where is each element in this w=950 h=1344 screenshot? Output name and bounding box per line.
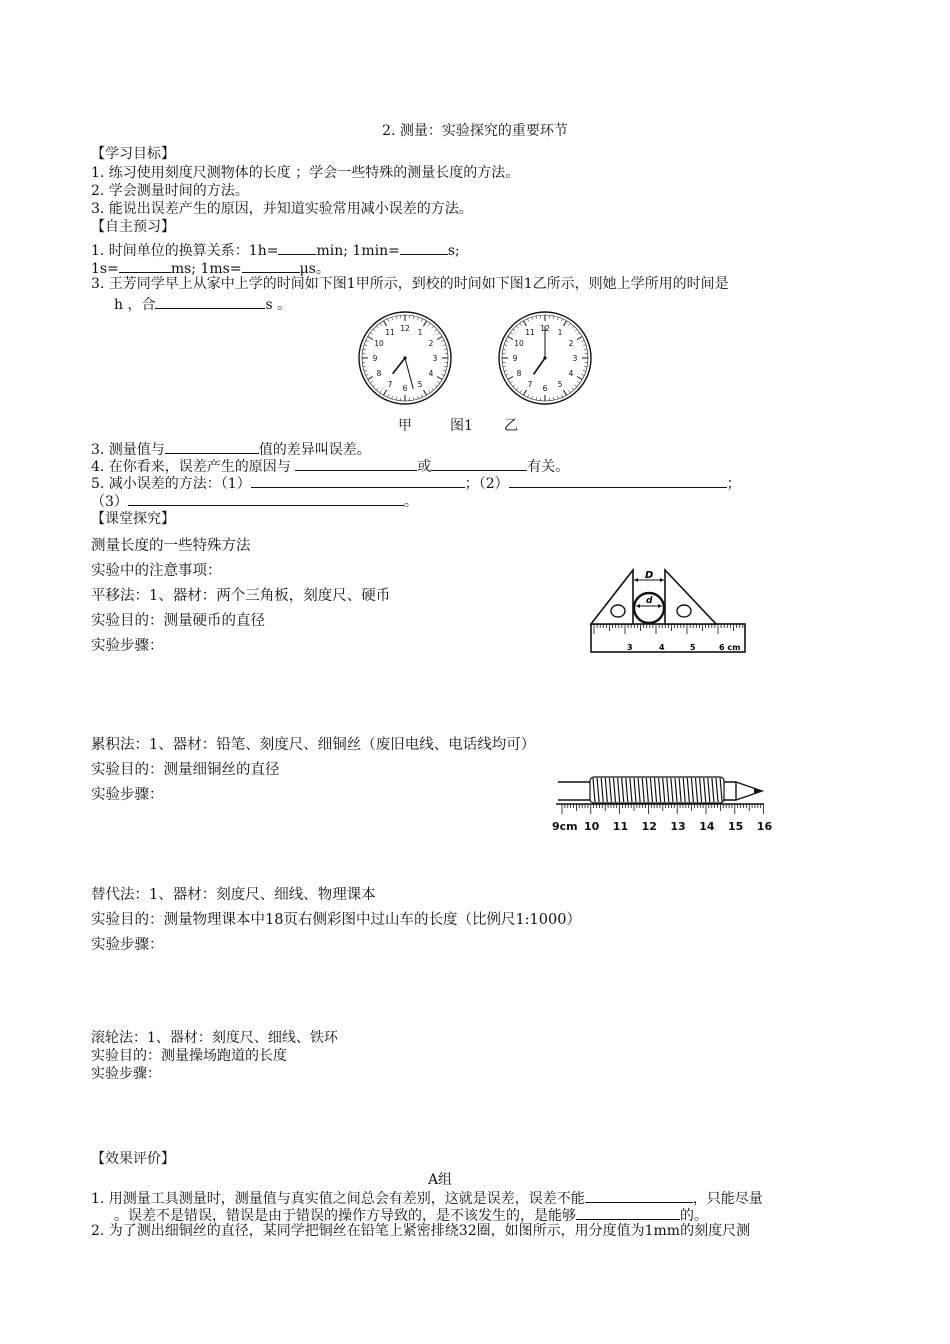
clock-jia-number: 9: [372, 354, 378, 363]
eval-q1-blank-2[interactable]: [576, 1206, 680, 1220]
clock-yi-number: 6: [542, 384, 548, 393]
clock-jia-number: 10: [374, 339, 384, 348]
q1-blank-3[interactable]: [119, 259, 171, 273]
q5-blank-3[interactable]: [128, 492, 404, 506]
accum-goal: 实验目的：测量细铜丝的直径: [91, 762, 280, 778]
q1-blank-1[interactable]: [278, 241, 316, 255]
wire-tick-label: 11: [612, 820, 629, 833]
wire-tick-label: 9cm: [552, 820, 578, 833]
clock-yi-number: 8: [516, 369, 522, 378]
q4-text-a: 4. 在你看来，误差产生的原因与: [91, 459, 296, 475]
coin-tick-3: 3: [627, 643, 633, 652]
goal-2: 2. 学会测量时间的方法。: [91, 183, 249, 199]
accum-steps: 实验步骤：: [91, 787, 164, 803]
roll-steps: 实验步骤：: [91, 1066, 161, 1082]
preview-q3-line2: [114, 295, 291, 314]
q5-text-c: ；: [726, 476, 741, 492]
q3b-blank[interactable]: [165, 440, 259, 454]
clock-yi-number: 9: [512, 354, 518, 363]
page-title: 2. 测量：实验探究的重要环节: [382, 123, 568, 139]
clock-jia-number: 11: [385, 328, 395, 338]
q5-blank-2[interactable]: [509, 474, 727, 488]
clock-jia-number: 4: [428, 369, 434, 378]
clock-jia-number: 2: [428, 339, 434, 348]
goal-1: 1. 练习使用刻度尺测物体的长度 ；学会一些特殊的测量长度的方法。: [91, 165, 520, 181]
q3-text-b: s 。: [265, 297, 292, 313]
clock-yi-number: 4: [568, 369, 574, 378]
explore-notes: 实验中的注意事项：: [91, 563, 222, 579]
q5-text-b: ；（2）: [464, 476, 509, 492]
wire-tick-label: 12: [641, 820, 657, 833]
q1-text-f: μs。: [299, 261, 330, 277]
wire-tick-label: 16: [756, 820, 773, 833]
q3-blank[interactable]: [155, 295, 265, 309]
eval-q1-d: 的。: [680, 1208, 708, 1224]
clock-jia-number: 7: [387, 379, 393, 389]
q1-text-e: ms; 1ms=: [170, 261, 242, 277]
fig-label-jia: 甲: [398, 418, 412, 434]
fig-label-yi: 乙: [504, 418, 518, 434]
section-class: 【课堂探究】: [91, 511, 175, 527]
preview-q3: 3. 王芳同学早上从家中上学的时间如下图1甲所示，到校的时间如下图1乙所示，则她上学所用的时间是: [91, 276, 729, 292]
q4-blank-1[interactable]: [295, 457, 417, 471]
clock-yi-number: 3: [572, 354, 578, 363]
section-preview: 【自主预习】: [91, 219, 175, 235]
q4-text-c: 有关。: [527, 459, 570, 475]
clock-jia-number: 8: [376, 369, 382, 378]
q1-blank-4[interactable]: [242, 259, 300, 273]
wire-tick-label: 14: [699, 820, 715, 833]
clock-figure: [355, 308, 655, 408]
clock-yi-number: 10: [514, 339, 524, 348]
q3-text-a: h ，合: [114, 297, 156, 313]
clock-jia-number: 1: [417, 328, 423, 338]
q5-text-d: （3）: [91, 494, 128, 510]
section-eval: 【效果评价】: [91, 1151, 175, 1167]
wire-tick-label: 15: [728, 820, 744, 833]
wire-coil-figure: [550, 770, 773, 836]
q3b-text-a: 3. 测量值与: [91, 442, 165, 458]
clock-yi-number: 5: [557, 379, 563, 389]
clock-yi-number: 2: [568, 339, 574, 348]
clock-jia-number: 12: [400, 324, 410, 333]
eval-q1-b: ，只能尽量: [692, 1191, 763, 1207]
translate-tools: 平移法：1、器材：两个三角板，刻度尺、硬币: [91, 588, 391, 604]
translate-goal: 实验目的：测量硬币的直径: [91, 613, 265, 629]
accum-tools: 累积法：1、器材：铅笔、刻度尺、细铜丝（废旧电线、电话线均可）: [91, 737, 536, 753]
q3b-text-b: 值的差异叫误差。: [258, 442, 371, 458]
eval-q2: 2. 为了测出细铜丝的直径，某同学把铜丝在铅笔上紧密排绕32圈，如图所示，用分度值为1mm的刻度尺测: [91, 1223, 751, 1239]
subst-goal: 实验目的：测量物理课本中18页右侧彩图中过山车的长度（比例尺1:1000）: [91, 912, 581, 928]
clock-yi-number: 11: [525, 328, 535, 338]
coin-tick-6: 6 cm: [719, 643, 741, 652]
eval-q1-c: 。误差不是错误，错误是由于错误的操作方导致的，是不该发生的，是能够: [114, 1208, 576, 1224]
q4-text-b: 或: [417, 459, 432, 475]
clock-jia-number: 5: [417, 379, 423, 389]
clock-jia-number: 3: [432, 354, 438, 363]
translate-steps: 实验步骤：: [91, 638, 164, 654]
q1-text-a: 1. 时间单位的换算关系：1h=: [91, 243, 279, 259]
q5-text-e: 。: [403, 494, 418, 510]
clock-jia: [359, 312, 451, 404]
q4-blank-2[interactable]: [431, 457, 527, 471]
clock-yi: [499, 312, 591, 404]
group-label: A组: [427, 1172, 453, 1188]
label-D: D: [645, 570, 654, 581]
q5-blank-1[interactable]: [251, 474, 465, 488]
wire-tick-label: 10: [584, 820, 600, 833]
coin-diameter-figure: [588, 566, 758, 656]
q1-text-d: 1s=: [91, 261, 119, 277]
label-d: d: [646, 596, 653, 606]
fig-caption: 图1: [450, 418, 473, 434]
clock-yi-number: 7: [527, 379, 533, 389]
eval-q1-a: 1. 用测量工具测量时，测量值与真实值之间总会有差别，这就是误差，误差不能: [91, 1191, 585, 1207]
coin-tick-5: 5: [690, 643, 696, 652]
roll-tools: 滚轮法：1、器材：刻度尺、细线、铁环: [91, 1030, 338, 1046]
q5-text-a: 5. 减小误差的方法：（1）: [91, 476, 251, 492]
coin-tick-4: 4: [659, 643, 665, 652]
q1-text-c: s;: [447, 243, 460, 259]
wire-tick-label: 13: [670, 820, 686, 833]
subst-tools: 替代法：1、器材：刻度尺、细线、物理课本: [91, 887, 376, 903]
clock-jia-number: 6: [402, 384, 408, 393]
section-goals: 【学习目标】: [91, 146, 175, 162]
preview-q5-line2: [91, 492, 418, 511]
subst-steps: 实验步骤：: [91, 937, 164, 953]
q1-blank-2[interactable]: [400, 241, 448, 255]
eval-q1-blank-1[interactable]: [585, 1189, 693, 1203]
preview-q5: [91, 474, 741, 493]
roll-goal: 实验目的：测量操场跑道的长度: [91, 1048, 287, 1064]
explore-heading: 测量长度的一些特殊方法: [91, 538, 251, 554]
goal-3: 3. 能说出误差产生的原因，并知道实验常用减小误差的方法。: [91, 201, 473, 217]
q1-text-b: min; 1min=: [316, 243, 400, 259]
preview-q1: [91, 241, 460, 260]
clock-yi-number: 1: [557, 328, 563, 338]
clock-yi-number: 12: [540, 324, 550, 333]
